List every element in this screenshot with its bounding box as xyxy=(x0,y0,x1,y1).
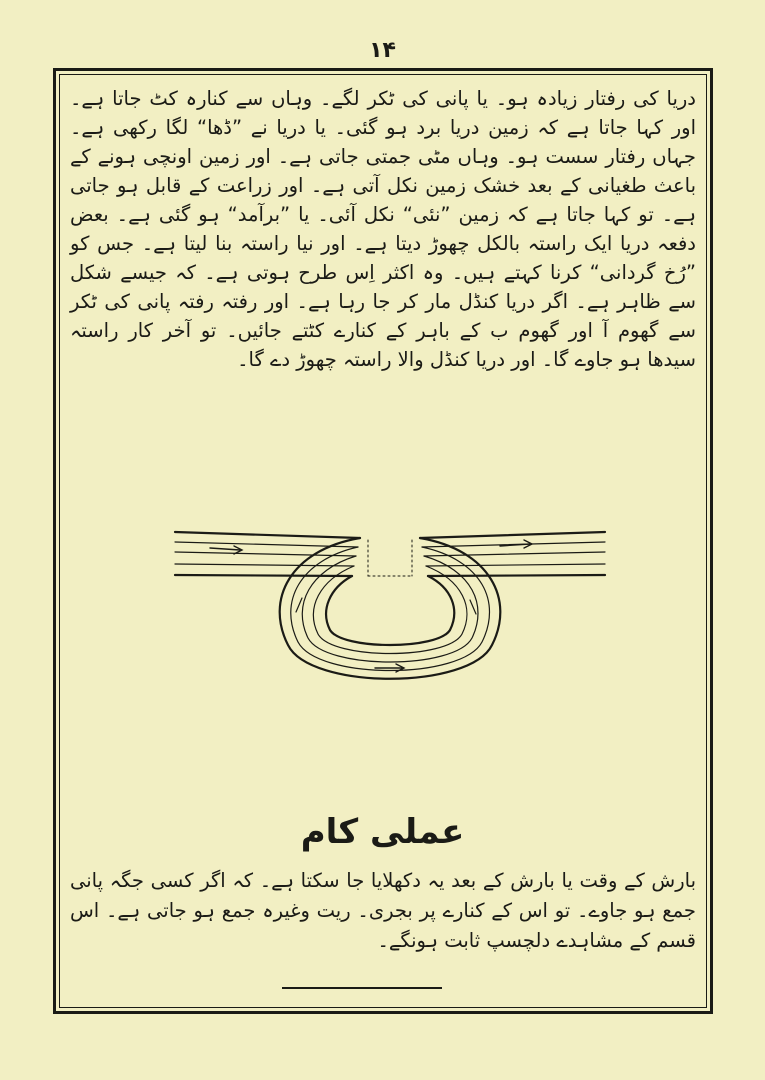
activity-paragraph-text: بارش کے وقت یا بارش کے بعد یہ دکھلایا جا سکتا ہے۔ کہ اگر کسی جگہ پانی جمع ہو جاوے۔ تو اس کے کنارے پر بجری۔ ریت وغیرہ جمع ہو جاتی ہے۔ اس قسم کے مشاہدے دلچسپ ثابت ہونگے۔ xyxy=(70,869,696,952)
main-paragraph-text: دریا کی رفتار زیادہ ہو۔ یا پانی کی ٹکر لگے۔ وہاں سے کنارہ کٹ جاتا ہے۔ اور کہا جاتا ہے کہ زمین دریا برد ہو گئی۔ یا دریا نے ”ڈھا“ لگا رکھی ہے۔ جہاں رفتار سست ہو۔ وہاں مٹی جمتی جاتی ہے۔ اور زمین اونچی ہونے کے باعث طغیانی کے بعد خشک زمین نکل آتی ہے۔ اور زراعت کے قابل ہو جاتی ہے۔ تو کہا جاتا ہے کہ زمین ”نئی“ نکل آئی۔ یا ”برآمد“ ہو گئی ہے۔ بعض دفعہ دریا ایک راستہ بالکل چھوڑ دیتا ہے۔ اور نیا راستہ بنا لیتا ہے۔ جس کو ”رُخ گردانی“ کرنا کہتے ہیں۔ وہ اکثر اِس طرح ہوتی ہے۔ کہ جیسے شکل سے ظاہر ہے۔ اگر دریا کنڈل مار کر جا رہا ہے۔ اور رفتہ رفتہ پانی کی ٹکر سے گھوم آ اور گھوم ب کے باہر کے کنارے کٹتے جائیں۔ تو آخر کار راستہ سیدھا ہو جاوے گا۔ اور دریا کنڈل والا راستہ چھوڑ دے گا۔ xyxy=(70,87,696,371)
activity-heading: عملی کام xyxy=(300,812,465,852)
river-meander-diagram-icon xyxy=(170,520,610,710)
closing-rule xyxy=(282,987,442,989)
activity-paragraph xyxy=(70,866,696,956)
page-number: ۱۴ xyxy=(369,38,396,63)
main-paragraph xyxy=(70,84,696,374)
